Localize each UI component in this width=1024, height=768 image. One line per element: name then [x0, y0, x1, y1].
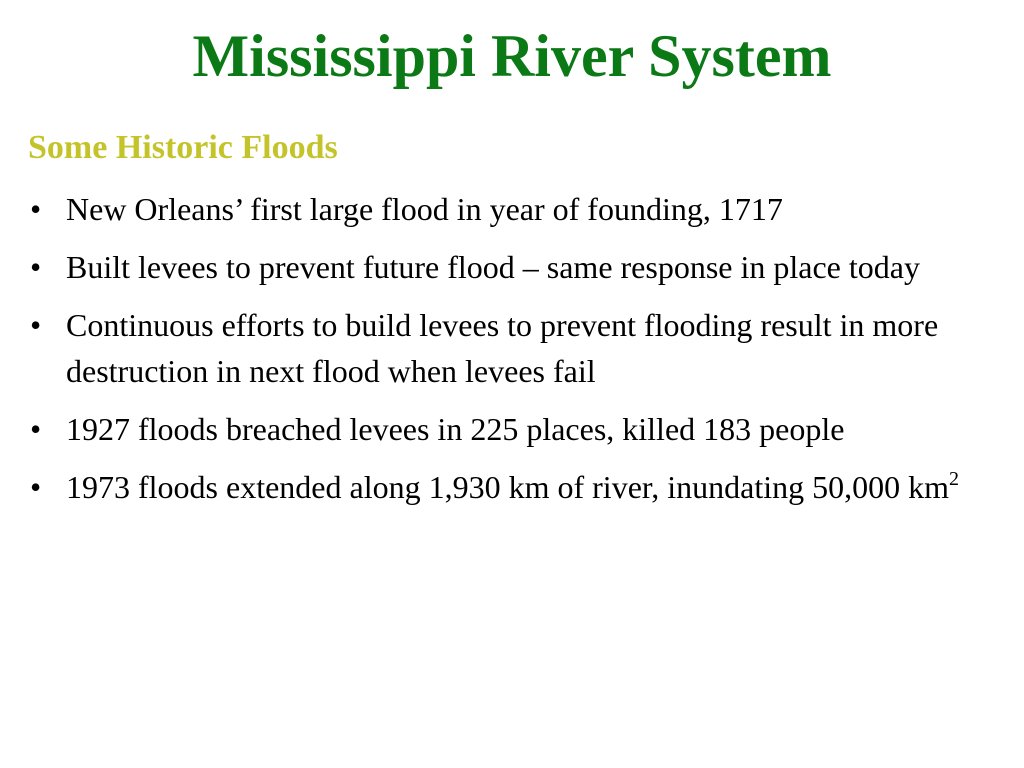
bullet-text: Built levees to prevent future flood – same response in place today	[66, 249, 920, 285]
bullet-dot-icon: •	[30, 249, 42, 285]
bullet-text: Continuous efforts to build levees to prevent flooding result in more destruction in next flood when levees fail	[66, 307, 939, 389]
superscript-exponent: 2	[949, 468, 960, 490]
bullet-dot-icon: •	[30, 191, 42, 227]
bullet-item	[28, 302, 998, 394]
slide-title: Mississippi River System	[192, 23, 832, 89]
bullet-list	[28, 186, 998, 522]
bullet-item	[28, 244, 998, 290]
bullet-item	[28, 464, 998, 510]
bullet-text: 1927 floods breached levees in 225 places, killed 183 people	[66, 411, 845, 447]
bullet-dot-icon: •	[30, 411, 42, 447]
bullet-item	[28, 186, 998, 232]
bullet-dot-icon: •	[30, 469, 42, 505]
bullet-item	[28, 406, 998, 452]
section-subheading: Some Historic Floods	[28, 129, 338, 166]
bullet-dot-icon: •	[30, 307, 42, 343]
bullet-text: New Orleans’ first large flood in year of founding, 1717	[66, 191, 783, 227]
bullet-text: 1973 floods extended along 1,930 km of river, inundating 50,000 km	[66, 469, 950, 505]
